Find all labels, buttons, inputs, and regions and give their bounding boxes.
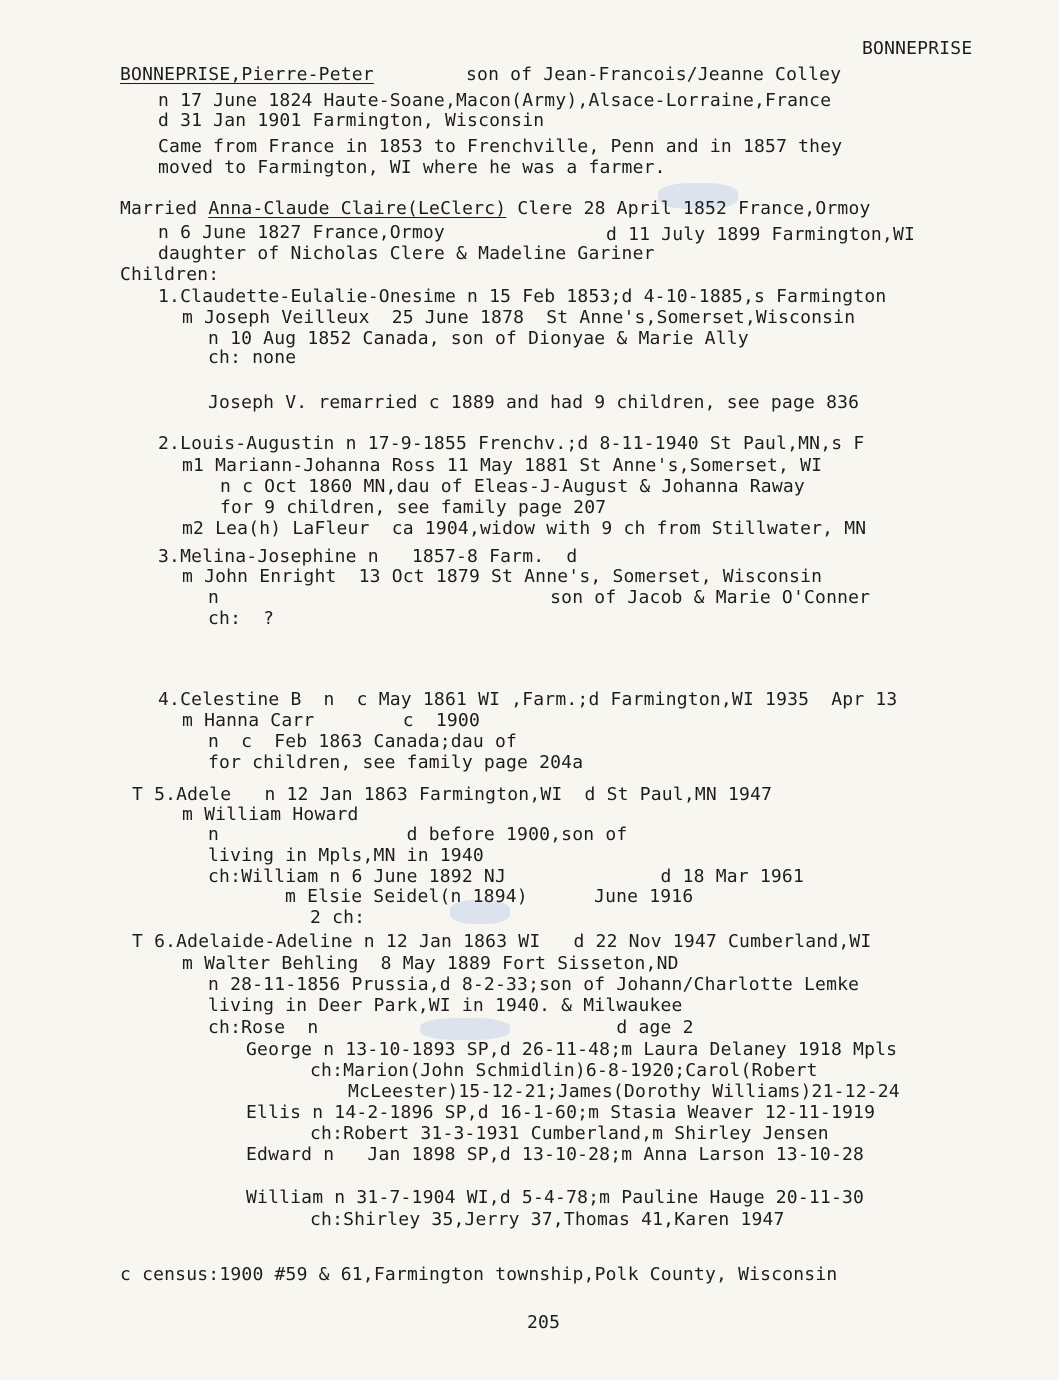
child-5-line: T 5.Adele n 12 Jan 1863 Farmington,WI d St Paul,MN 1947 [132, 784, 773, 805]
child-6-line: ch:Marion(John Schmidlin)6-8-1920;Carol(Robert [310, 1060, 818, 1081]
child-6-line: T 6.Adelaide-Adeline n 12 Jan 1863 WI d 22 Nov 1947 Cumberland,WI [132, 931, 872, 952]
marriage-details: Clere 28 April 1852 France,Ormoy [506, 198, 871, 219]
child-3-line: 3.Melina-Josephine n 1857-8 Farm. d [158, 546, 578, 567]
child-4-line: for children, see family page 204a [208, 752, 584, 773]
child-6-line: living in Deer Park,WI in 1940. & Milwaukee [208, 995, 683, 1016]
spouse-birth: n 6 June 1827 France,Ormoy [158, 222, 445, 243]
person-birth: n 17 June 1824 Haute-Soane,Macon(Army),Alsace-Lorraine,France [158, 90, 832, 111]
child-5-line: ch:William n 6 June 1892 NJ d 18 Mar 1961 [208, 866, 804, 887]
child-6-line: n 28-11-1856 Prussia,d 8-2-33;son of Johann/Charlotte Lemke [208, 974, 860, 995]
spouse-parents: daughter of Nicholas Clere & Madeline Gariner [158, 243, 655, 264]
child-5-line: m Elsie Seidel(n 1894) June 1916 [285, 886, 694, 907]
child-6-line: George n 13-10-1893 SP,d 26-11-48;m Laura Delaney 1918 Mpls [246, 1039, 898, 1060]
marriage-line [120, 198, 871, 220]
children-label: Children: [120, 264, 220, 285]
child-4-line: m Hanna Carr c 1900 [182, 710, 480, 731]
child-6-line: ch:Rose n d age 2 [208, 1017, 694, 1038]
child-6-line: ch:Robert 31-3-1931 Cumberland,m Shirley Jensen [310, 1123, 829, 1144]
child-1-line: m Joseph Veilleux 25 June 1878 St Anne's,Somerset,Wisconsin [182, 307, 856, 328]
person-bio-line-2: moved to Farmington, WI where he was a farmer. [158, 157, 666, 178]
child-3-line: n son of Jacob & Marie O'Conner [208, 587, 871, 608]
child-1-line: Joseph V. remarried c 1889 and had 9 children, see page 836 [208, 392, 860, 413]
surname-header: BONNEPRISE [862, 38, 973, 59]
spouse-death: d 11 July 1899 Farmington,WI [606, 224, 916, 245]
child-5-line: 2 ch: [310, 907, 366, 928]
child-6-line: Ellis n 14-2-1896 SP,d 16-1-60;m Stasia Weaver 12-11-1919 [246, 1102, 876, 1123]
married-label: Married [120, 198, 198, 219]
child-4-line: 4.Celestine B n c May 1861 WI ,Farm.;d Farmington,WI 1935 Apr 13 [158, 689, 898, 710]
child-2-line: m2 Lea(h) LaFleur ca 1904,widow with 9 ch from Stillwater, MN [182, 518, 867, 539]
person-death: d 31 Jan 1901 Farmington, Wisconsin [158, 110, 545, 131]
child-5-line: m William Howard [182, 804, 359, 825]
person-name: BONNEPRISE,Pierre-Peter [120, 64, 374, 85]
child-1-line: n 10 Aug 1852 Canada, son of Dionyae & Marie Ally [208, 328, 749, 349]
person-bio-line-1: Came from France in 1853 to Frenchville, Penn and in 1857 they [158, 136, 843, 157]
child-6-line: William n 31-7-1904 WI,d 5-4-78;m Pauline Hauge 20-11-30 [246, 1187, 865, 1208]
child-3-line: ch: ? [208, 608, 275, 629]
child-6-line: ch:Shirley 35,Jerry 37,Thomas 41,Karen 1947 [310, 1209, 785, 1230]
child-6-line: m Walter Behling 8 May 1889 Fort Sisseton,ND [182, 953, 679, 974]
child-2-line: m1 Mariann-Johanna Ross 11 May 1881 St Anne's,Somerset, WI [182, 455, 823, 476]
child-6-line: Edward n Jan 1898 SP,d 13-10-28;m Anna Larson 13-10-28 [246, 1144, 865, 1165]
child-2-line: for 9 children, see family page 207 [220, 497, 607, 518]
child-1-line: ch: none [208, 347, 297, 368]
person-parents: son of Jean-Francois/Jeanne Colley [466, 64, 842, 85]
child-2-line: 2.Louis-Augustin n 17-9-1855 Frenchv.;d 8-11-1940 St Paul,MN,s F [158, 433, 865, 454]
child-5-line: living in Mpls,MN in 1940 [208, 845, 484, 866]
child-6-line: McLeester)15-12-21;James(Dorothy Williams)21-12-24 [348, 1081, 900, 1102]
child-1-line: 1.Claudette-Eulalie-Onesime n 15 Feb 1853;d 4-10-1885,s Farmington [158, 286, 887, 307]
child-5-line: n d before 1900,son of [208, 824, 628, 845]
spouse-name: Anna-Claude Claire(LeClerc) [208, 198, 507, 219]
child-3-line: m John Enright 13 Oct 1879 St Anne's, Somerset, Wisconsin [182, 566, 823, 587]
census-note: c census:1900 #59 & 61,Farmington township,Polk County, Wisconsin [120, 1264, 838, 1285]
page-number: 205 [527, 1312, 561, 1333]
child-4-line: n c Feb 1863 Canada;dau of [208, 731, 518, 752]
child-2-line: n c Oct 1860 MN,dau of Eleas-J-August & Johanna Raway [220, 476, 805, 497]
